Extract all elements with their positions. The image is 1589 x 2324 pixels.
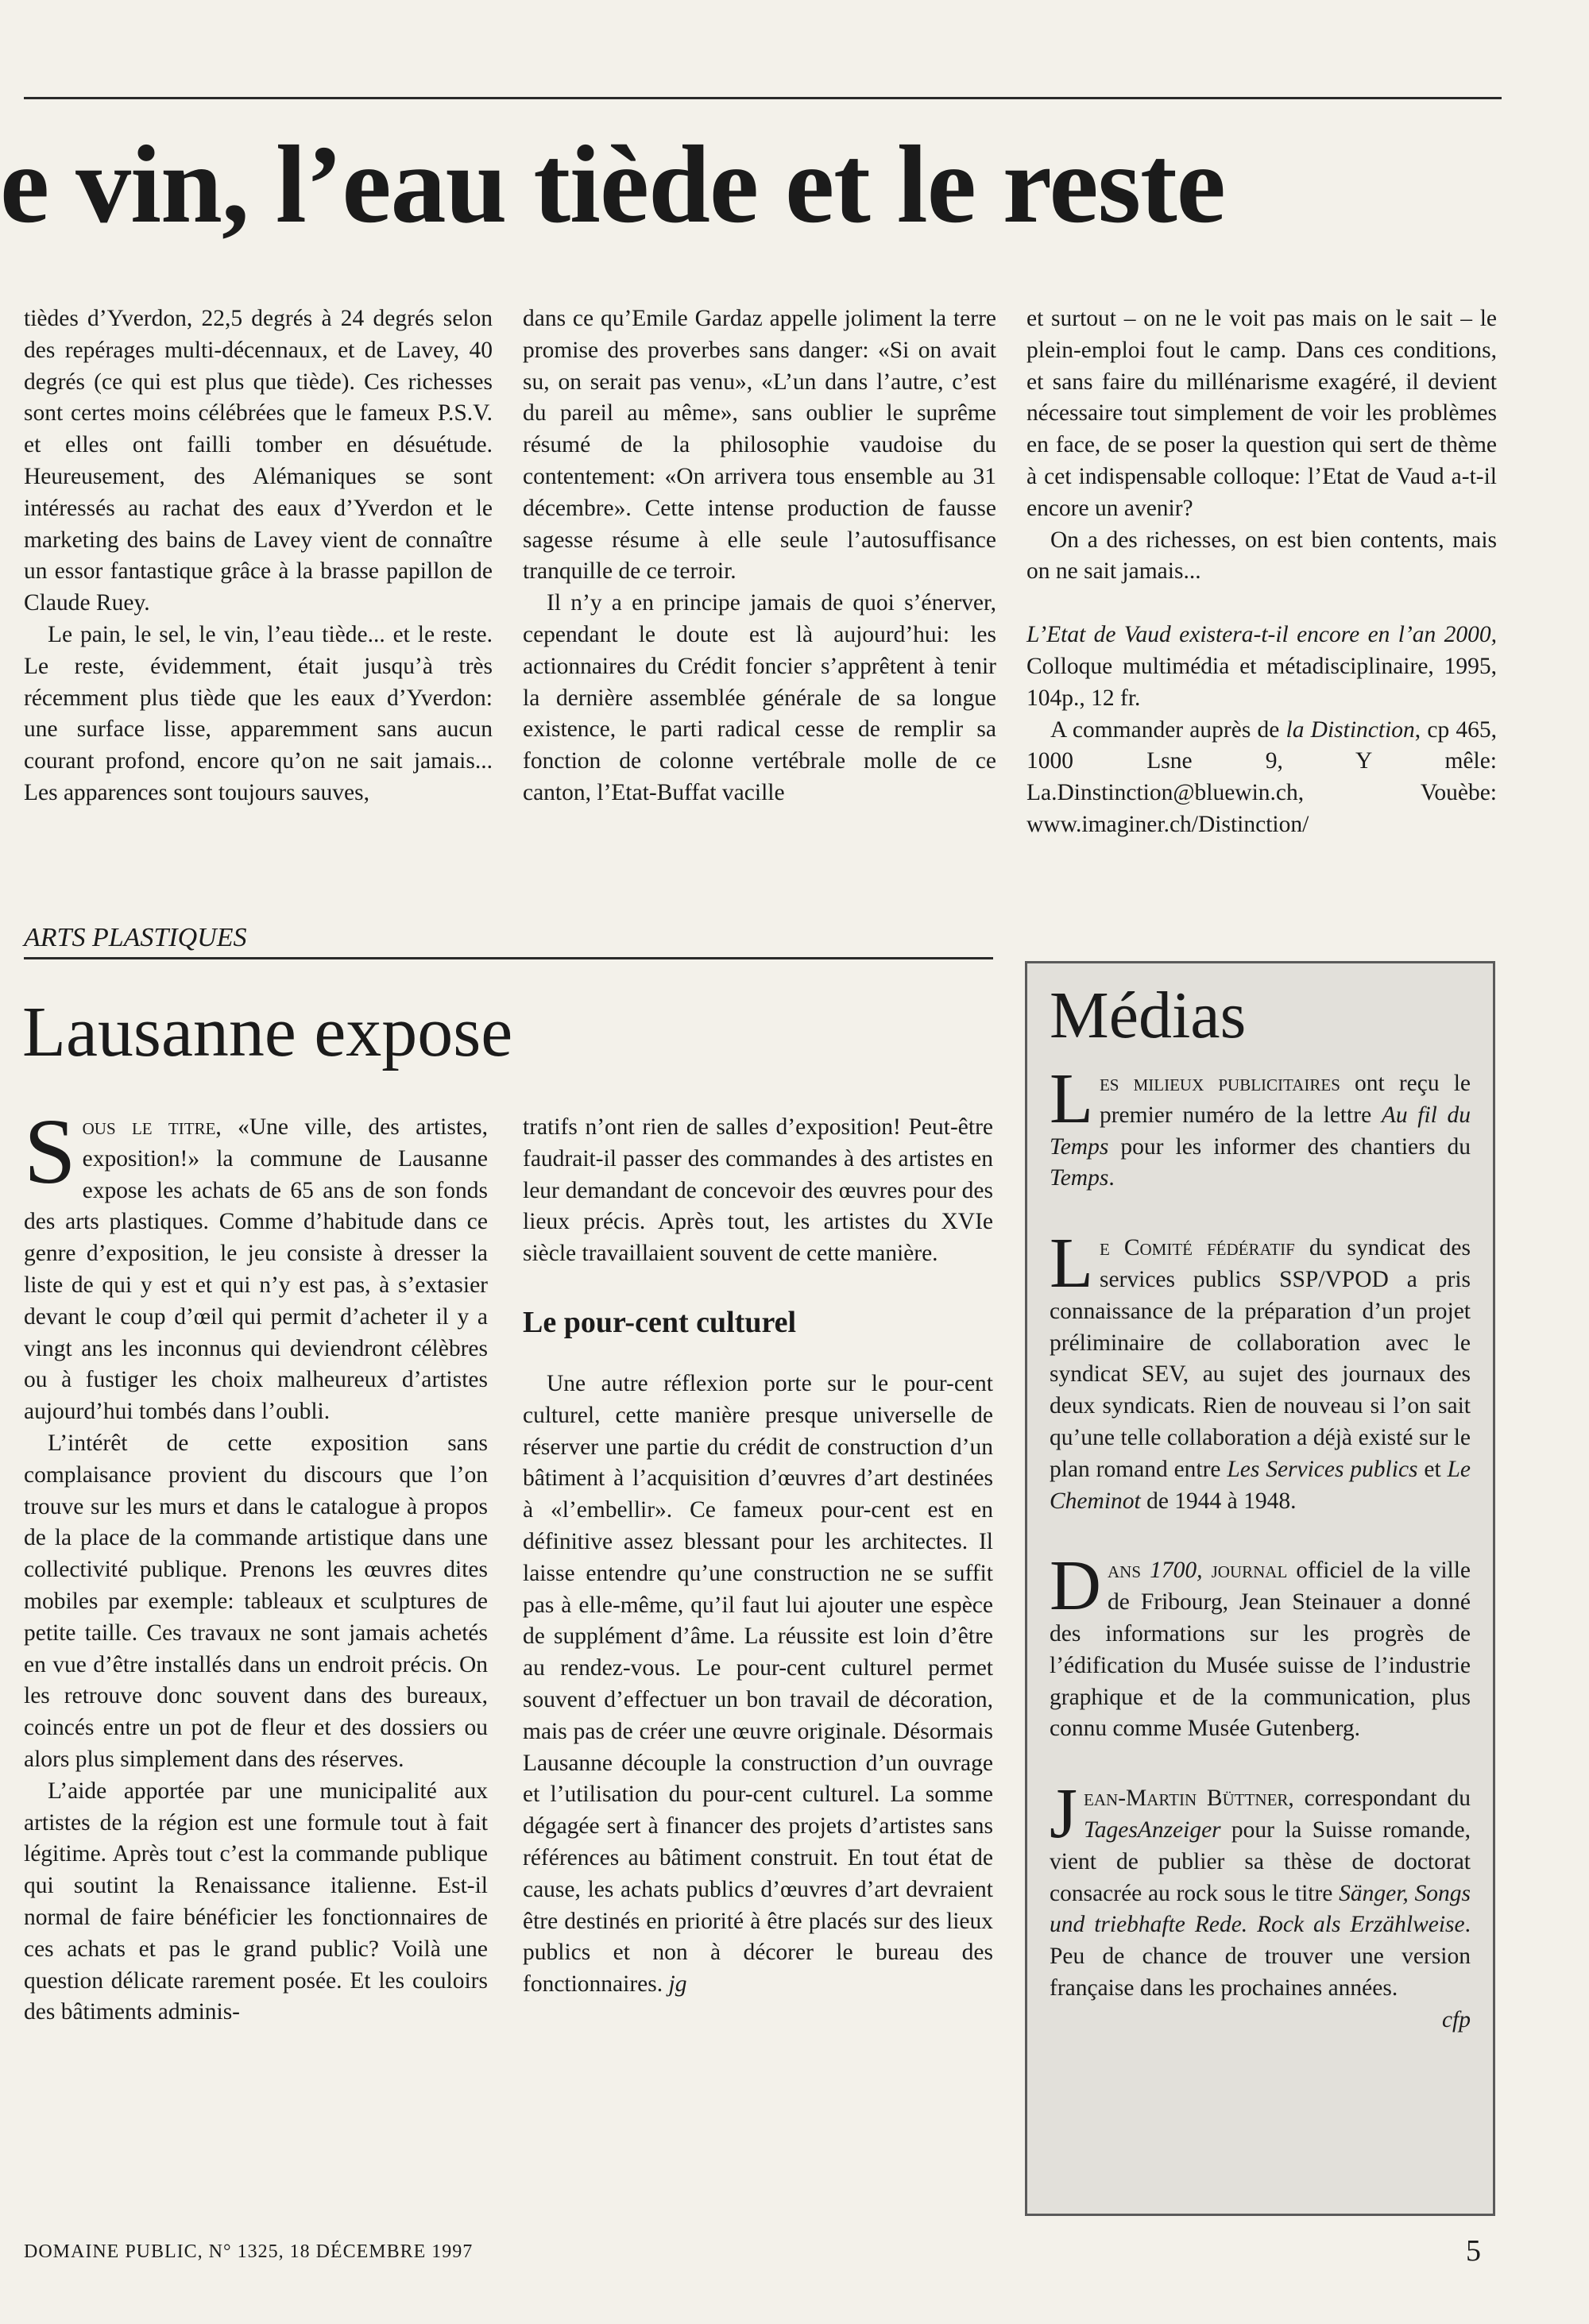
- text: . Peu de chance de trouver une version française dans les prochaines années.: [1050, 1912, 1471, 2001]
- medias-item: [1050, 1224, 1471, 1517]
- article2-column-2: [523, 1112, 993, 2001]
- lead-in: ans: [1108, 1558, 1142, 1584]
- publisher-name: la Distinction: [1286, 716, 1415, 743]
- paragraph: et surtout – on ne le voit pas mais on le sait – le plein-emploi fout le camp. Dans ces conditions, et sans faire du millénarisme exagéré, il devient nécessaire tout simplement de voir les problèmes en face, de se poser la question qui sert de thème à cet indispensable colloque: l’Etat de Vaud a-t-il encore un avenir?: [1026, 306, 1497, 521]
- publication-title: Le Cheminot: [1050, 1456, 1471, 1514]
- order-text: A commander auprès de: [1050, 716, 1286, 743]
- drop-cap: L: [1050, 1224, 1093, 1303]
- publication-title: Au fil du Temps: [1050, 1102, 1471, 1160]
- medias-box: [1025, 961, 1495, 2216]
- publication-title: Les Services publics: [1227, 1456, 1418, 1482]
- lead-in: journal: [1202, 1558, 1288, 1584]
- order-contact: , cp 465, 1000 Lsne 9, Y mêle: La.Dinstinction@bluewin.ch, Vouèbe: www.imaginer.ch/Distinction/: [1026, 716, 1498, 837]
- text: officiel de la ville de Fribourg, Jean Steinauer a donné des informations sur les progrès de l’édification du Musée suisse de l’industrie graphique et de la communication, plus connu comme Musée Gutenberg.: [1050, 1558, 1471, 1742]
- order-info: [1026, 715, 1497, 841]
- medias-item: [1050, 1774, 1471, 2036]
- intertitle: Le pour-cent culturel: [523, 1305, 797, 1339]
- drop-cap: L: [1050, 1060, 1093, 1138]
- text: du syndicat des services publics SSP/VPOD a pris connaissance de la préparation d’un projet préliminaire de collaboration avec le syndicat SEV, au sujet des journaux des deux syndicats. Rien de nouveau si l’on sait qu’une telle collaboration a déjà existé sur le plan romand entre: [1050, 1235, 1471, 1482]
- medias-item: [1050, 1060, 1471, 1195]
- drop-cap: J: [1050, 1774, 1078, 1854]
- paragraph: [523, 1369, 993, 2001]
- paragraph: tièdes d’Yverdon, 22,5 degrés à 24 degrés selon des repérages multi-décennaux, et de Lavey, 40 degrés (ce qui est plus que tiède). Ces richesses sont certes moins célébrées que le fameux P.S.V. et elles ont failli tomber en désuétude. Heureusement, des Alémaniques se sont intéressés au rachat des eaux d’Yverdon et le marketing des bains de Lavey vient de connaître un essor fantastique grâce à la brasse papillon de Claude Ruey.: [24, 306, 493, 616]
- article1-column-2: [523, 303, 996, 809]
- article1-column-3: [1026, 303, 1497, 841]
- medias-item: [1050, 1546, 1471, 1745]
- section-rule: [24, 957, 993, 959]
- paragraph: On a des richesses, on est bien contents, mais on ne sait jamais...: [1026, 527, 1497, 585]
- medias-title: Médias: [1050, 979, 1247, 1052]
- paragraph: L’aide apportée par une municipalité aux artistes de la région est une formule tout à fait légitime. Après tout c’est la commande publique qui soutint la Renaissance italienne. Est-il normal de faire bénéficier les fonctionnaires de ces achats et pas le grand public? Voilà une question délicate rarement posée. Et les couloirs des bâtiments adminis-: [24, 1778, 488, 2025]
- article2-title: Lausanne expose: [22, 993, 513, 1071]
- text: correspondant du: [1293, 1785, 1471, 1812]
- book-reference: [1026, 620, 1497, 714]
- page-footer: DOMAINE PUBLIC, N° 1325, 18 DÉCEMBRE 1997: [24, 2241, 474, 2262]
- author-signature: cfp: [1441, 2006, 1471, 2033]
- publication-title: 1700,: [1141, 1558, 1203, 1584]
- drop-cap: S: [24, 1099, 76, 1203]
- publication-title: TagesAnzeiger: [1084, 1816, 1221, 1843]
- top-rule: [24, 97, 1502, 99]
- paragraph: dans ce qu’Emile Gardaz appelle joliment la terre promise des proverbes sans danger: «Si on avait su, on serait pas venu», «L’un dans l’autre, c’est du pareil au même», sans oublier le suprême résumé de la philosophie vaudoise du contentement: «On arrivera tous ensemble au 31 décembre». Cette intense production de fausse sagesse résume à elle seule l’autosuffisance tranquille de ce terroir.: [523, 306, 996, 585]
- article2-column-1: [24, 1099, 488, 2029]
- paragraph: tratifs n’ont rien de salles d’exposition! Peut-être faudrait-il passer des commandes à des artistes en leur demandant de concevoir des œuvres pour des lieux précis. Après tout, les artistes du XVIe siècle travaillaient souvent de cette manière.: [523, 1114, 993, 1267]
- lead-in: ous le titre,: [82, 1114, 222, 1140]
- article1-column-1: [24, 303, 493, 809]
- article-headline: e vin, l’eau tiède et le reste: [0, 125, 1225, 245]
- paragraph: Le pain, le sel, le vin, l’eau tiède... et le reste. Le reste, évidemment, était jusqu’à très récemment plus tiède que les eaux d’Yverdon: une surface lisse, apparemment sans aucun courant profond, encore qu’on ne sait jamais... Les apparences sont toujours sauves,: [24, 621, 493, 805]
- text: pour les informer des chantiers du: [1108, 1133, 1471, 1160]
- book-details: Colloque multimédia et métadisciplinaire, 1995, 104p., 12 fr.: [1026, 653, 1497, 711]
- publication-title: Temps: [1050, 1165, 1109, 1191]
- section-label: ARTS PLASTIQUES: [24, 923, 247, 952]
- paragraph: Il n’y a en principe jamais de quoi s’énerver, cependant le doute est là aujourd’hui: les actionnaires du Crédit foncier s’apprêtent à tenir la dernière assemblée générale de sa longue existence, le parti radical cesse de remplir sa fonction de colonne vertébrale molle de ce canton, l’Etat-Buffat vacille: [523, 590, 996, 805]
- text: pour la Suisse romande, vient de publier sa thèse de doctorat consacrée au rock sous le titre: [1050, 1816, 1471, 1906]
- lead-text: «Une ville, des artistes, exposition!» la commune de Lausanne expose les achats de 65 ans de son fonds des arts plastiques. Comme d’habitude dans ce genre d’exposition, le jeu consiste à dresser la liste de qui y est et qui n’y est pas, à s’extasier devant le coup d’œil qui permit d’acheter il y a vingt ans les inconnus qui deviendront célèbres ou à fustiger les choix malheureux d’artistes aujourd’hui tombés dans l’oubli.: [24, 1114, 488, 1425]
- paragraph-text: Une autre réflexion porte sur le pour-cent culturel, cette manière presque universelle de réserver une partie du crédit de construction d’un bâtiment à l’acquisition d’œuvres d’art destinées à «l’embellir». Ce fameux pour-cent est en définitive assez blessant pour les architectes. Il laisse entendre qu’une construction ne se suffit pas à elle-même, qu’il faut lui ajouter une espèce de supplément d’âme. La réussite est loin d’être au rendez-vous. Le pour-cent culturel permet souvent d’effectuer un bon travail de décoration, mais pas de créer une œuvre originale. Désormais Lausanne découple la construction d’un ouvrage et l’utilisation du pour-cent culturel. La somme dégagée sert à financer des projets d’artistes sans références au bâtiment construit. En tout état de cause, les achats publics d’œuvres d’art devraient être destinés en priorité à être placés sur des lieux publics et non à décorer le bureau des fonctionnaires.: [523, 1370, 993, 1998]
- lead-in: es milieux publicitaires: [1099, 1071, 1340, 1096]
- author-signature: jg: [668, 1971, 687, 1998]
- text: de 1944 à 1948.: [1140, 1488, 1297, 1514]
- page-number: 5: [1466, 2234, 1481, 2268]
- book-title: L’Etat de Vaud existera-t-il encore en l’an 2000,: [1026, 622, 1497, 648]
- drop-cap: D: [1050, 1546, 1101, 1626]
- paragraph: L’intérêt de cette exposition sans complaisance provient du discours que l’on trouve sur les murs et dans le catalogue à propos de la place de la commande artistique dans une collectivité publique. Prenons les œuvres dites mobiles par exemple: tableaux et sculptures de petite taille. Ces travaux ne sont jamais achetés en vue d’être installés dans un endroit précis. On les retrouve donc souvent dans des bureaux, coincés entre un pot de fleur et des dossiers ou alors plus simplement dans des réserves.: [24, 1430, 488, 1772]
- lead-in: e Comité fédératif: [1099, 1235, 1295, 1261]
- lead-in: ean-Martin Büttner,: [1084, 1785, 1294, 1812]
- text: ont reçu le premier numéro de la lettre: [1099, 1071, 1471, 1128]
- book-title: Sänger, Songs und triebhafte Rede. Rock als Erzählweise: [1050, 1880, 1471, 1938]
- text: .: [1108, 1165, 1115, 1191]
- text: et: [1417, 1456, 1448, 1482]
- lead-paragraph: [24, 1099, 488, 1428]
